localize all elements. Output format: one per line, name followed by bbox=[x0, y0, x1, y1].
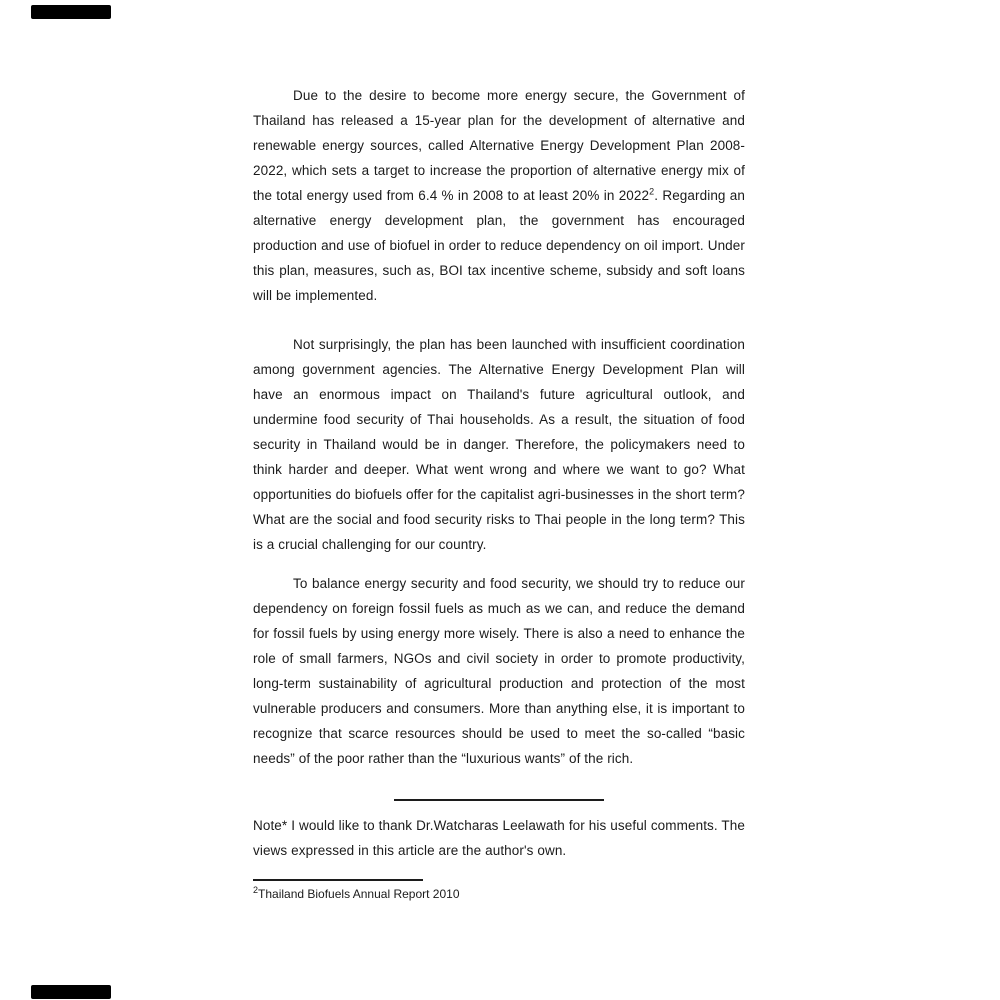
scan-artifact-bar-top bbox=[31, 5, 111, 19]
scan-artifact-bar-bottom bbox=[31, 985, 111, 999]
footnote-reference-2: 2 bbox=[649, 186, 655, 197]
paragraph-1-text: Due to the desire to become more energy secure, the Government of Thailand has released a 15-year plan for the development of alternative and renewable energy sources, called Alternative Energy Development Plan 2008-2022, which sets a target to increase the proportion of alternative energy mix of the total energy used from 6.4 % in 2008 to at least 20% in 2022 bbox=[253, 88, 745, 203]
paragraph-1-continued: . Regarding an alternative energy development plan, the government has encouraged production and use of biofuel in order to reduce dependency on oil import. Under this plan, measures, such as, BOI tax incentive scheme, subsidy and soft loans will be implemented. bbox=[253, 188, 745, 303]
footnote-marker: 2 bbox=[253, 885, 259, 895]
author-note: Note* I would like to thank Dr.Watcharas Leelawath for his useful comments. The views expressed in this article are the author's own. bbox=[253, 818, 745, 858]
paragraph-coordination: Not surprisingly, the plan has been launched with insufficient coordination among government agencies. The Alternative Energy Development Plan will have an enormous impact on Thailand's future agricultural outlook, and undermine food security of Thai households. As a result, the situation of food security in Thailand would be in danger. Therefore, the policymakers need to think harder and deeper. What went wrong and where we want to go? What opportunities do biofuels offer for the capitalist agri-businesses in the short term? What are the social and food security risks to Thai people in the long term? This is a crucial challenging for our country. bbox=[253, 337, 745, 552]
footnote-text: Thailand Biofuels Annual Report 2010 bbox=[258, 887, 460, 901]
footnote-separator-line bbox=[253, 879, 423, 881]
footnote-citation bbox=[253, 887, 745, 902]
paragraph-energy-plan bbox=[253, 83, 745, 308]
footnote-block bbox=[253, 879, 745, 902]
paragraph-balance: To balance energy security and food security, we should try to reduce our dependency on foreign fossil fuels as much as we can, and reduce the demand for fossil fuels by using energy more wisely. There is also a need to enhance the role of small farmers, NGOs and civil society in order to promote productivity, long-term sustainability of agricultural production and protection of the most vulnerable producers and consumers. More than anything else, it is important to recognize that scarce resources should be used to meet the so-called “basic needs” of the poor rather than the “luxurious wants” of the rich. bbox=[253, 576, 745, 766]
article-body bbox=[253, 83, 745, 863]
note-separator-line bbox=[394, 799, 604, 801]
